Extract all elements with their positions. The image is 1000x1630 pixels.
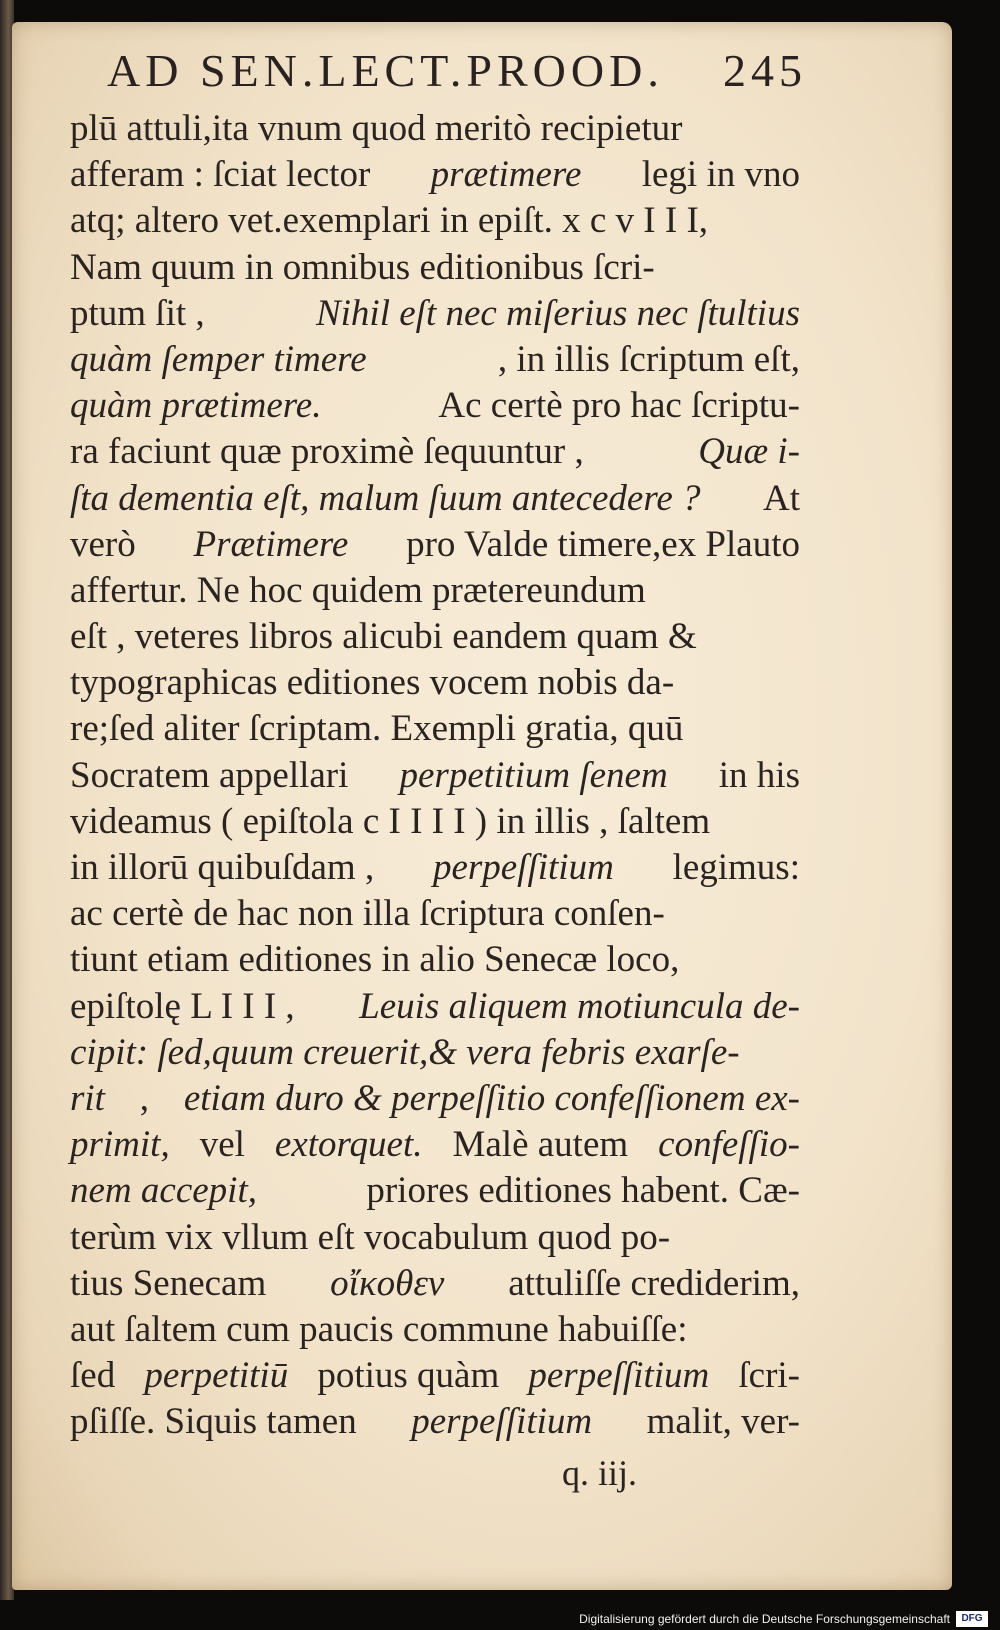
text-line — [70, 522, 800, 568]
text-line — [70, 614, 800, 660]
italic-phrase: primit, — [70, 1124, 170, 1166]
italic-phrase: perpeſſitium — [411, 1401, 593, 1443]
text-segment: plū attuli,ita vnum quod meritò recipietur — [70, 108, 683, 149]
text-line — [70, 937, 800, 983]
italic-phrase: quàm prætimere. — [70, 385, 322, 427]
text-segment: afferam : ſciat lector — [70, 154, 371, 196]
text-line — [70, 568, 800, 614]
text-line — [70, 1307, 800, 1353]
text-segment: affertur. Ne hoc quidem prætereundum — [70, 569, 646, 611]
text-segment: , in illis ſcriptum eſt, — [497, 338, 800, 380]
text-line — [70, 476, 800, 522]
text-segment: pro Valde timere,ex Plauto — [406, 523, 800, 565]
text-line — [70, 1168, 800, 1214]
text-line — [70, 152, 800, 198]
text-segment: tius Senecam — [70, 1262, 267, 1304]
text-segment: Ac certè pro hac ſcriptu- — [438, 385, 800, 427]
body-text — [70, 106, 800, 1445]
italic-phrase: ſta dementia eſt, malum ſuum antecedere ? — [70, 477, 701, 519]
dfg-logo-icon: DFG — [956, 1611, 988, 1627]
text-segment: pſiſſe. Siquis tamen — [70, 1401, 357, 1443]
text-segment: malit, ver- — [646, 1401, 800, 1443]
italic-phrase: Leuis aliquem motiuncula de- — [359, 985, 800, 1027]
italic-phrase: prætimere — [430, 154, 582, 196]
text-segment: legimus: — [672, 847, 800, 888]
italic-phrase: quàm ſemper timere — [70, 338, 367, 380]
text-line — [70, 1122, 800, 1168]
italic-phrase: Quæ i- — [698, 431, 800, 473]
text-segment: terùm vix vllum eſt vocabulum quod po- — [70, 1216, 671, 1258]
italic-phrase: cipit: ſed,quum creuerit,& vera febris exarſe- — [70, 1031, 740, 1073]
italic-phrase: rit — [70, 1077, 105, 1119]
text-line — [70, 1076, 800, 1122]
italic-phrase: Nihil eſt nec miſerius nec ſtultius — [315, 292, 800, 334]
page-content — [12, 22, 952, 1590]
text-line — [70, 706, 800, 752]
text-segment: typographicas editiones vocem nobis da- — [70, 662, 675, 704]
text-line — [70, 245, 800, 291]
italic-phrase: Prætimere — [193, 523, 349, 565]
text-line — [70, 1261, 800, 1307]
text-segment: aut ſaltem cum paucis commune habuiſſe: — [70, 1308, 688, 1350]
text-segment: , — [139, 1077, 150, 1119]
running-head — [107, 44, 807, 97]
funding-note: Digitalisierung gefördert durch die Deutsche Forschungsgemeinschaft — [579, 1612, 950, 1626]
italic-phrase: confeſſio- — [658, 1124, 800, 1166]
text-line — [70, 291, 800, 337]
text-segment: in his — [718, 754, 800, 796]
text-line — [70, 1399, 800, 1445]
text-segment: tiunt etiam editiones in alio Senecæ loco, — [70, 939, 680, 981]
text-segment: ſed — [70, 1355, 116, 1397]
text-segment: ptum ſit , — [70, 292, 205, 334]
text-line — [70, 1030, 800, 1076]
text-segment: At — [763, 477, 800, 519]
italic-phrase: nem accepit, — [70, 1170, 257, 1212]
text-segment: verò — [70, 523, 136, 565]
text-line — [70, 1353, 800, 1399]
text-segment: potius quàm — [317, 1355, 500, 1397]
text-segment: Malè autem — [452, 1124, 629, 1166]
text-segment: ra faciunt quæ proximè ſequuntur , — [70, 431, 584, 473]
text-segment: re;ſed aliter ſcriptam. Exempli gratia, quū — [70, 708, 684, 750]
running-title: AD SEN.LECT.PROOD. — [107, 45, 664, 96]
italic-phrase: perpetitiū — [144, 1355, 289, 1397]
text-segment: videamus ( epiſtola c I I I I ) in illis , ſaltem — [70, 800, 711, 842]
text-segment: ac certè de hac non illa ſcriptura conſen- — [70, 893, 665, 935]
text-line — [70, 891, 800, 937]
text-line — [70, 845, 800, 891]
text-segment: attuliſſe crediderim, — [508, 1262, 800, 1304]
text-segment: ſcri- — [738, 1355, 800, 1397]
text-segment: vel — [199, 1124, 245, 1166]
book-page — [12, 22, 952, 1590]
text-segment: Nam quum in omnibus editionibus ſcri- — [70, 246, 655, 288]
text-segment: Socratem appellari — [70, 754, 349, 796]
text-segment: epiſtolę L I I I , — [70, 985, 295, 1027]
page-number: 245 — [723, 45, 807, 96]
text-line — [70, 984, 800, 1030]
text-line — [70, 429, 800, 475]
text-line — [70, 660, 800, 706]
text-segment: in illorū quibuſdam , — [70, 847, 375, 888]
text-line — [70, 1215, 800, 1261]
text-segment: atq; altero vet.exemplari in epiſt. x c v I I I, — [70, 200, 709, 242]
text-segment: priores editiones habent. Cæ- — [366, 1170, 800, 1212]
text-line — [70, 198, 800, 244]
text-segment: eſt , veteres libros alicubi eandem quam & — [70, 616, 697, 658]
text-segment: legi in vno — [641, 154, 800, 196]
signature-mark: q. iij. — [562, 1453, 638, 1493]
italic-phrase: extorquet. — [274, 1124, 423, 1166]
text-line — [70, 106, 800, 152]
text-line — [70, 383, 800, 429]
text-line — [70, 337, 800, 383]
italic-phrase: perpeſſitium — [528, 1355, 710, 1397]
italic-phrase: οἴκοθεν — [330, 1262, 445, 1304]
italic-phrase: perpetitium ſenem — [399, 754, 668, 796]
text-line — [70, 799, 800, 845]
italic-phrase: perpeſſitium — [432, 847, 614, 888]
text-line — [70, 753, 800, 799]
italic-phrase: etiam duro & perpeſſitio confeſſionem ex- — [183, 1077, 800, 1119]
